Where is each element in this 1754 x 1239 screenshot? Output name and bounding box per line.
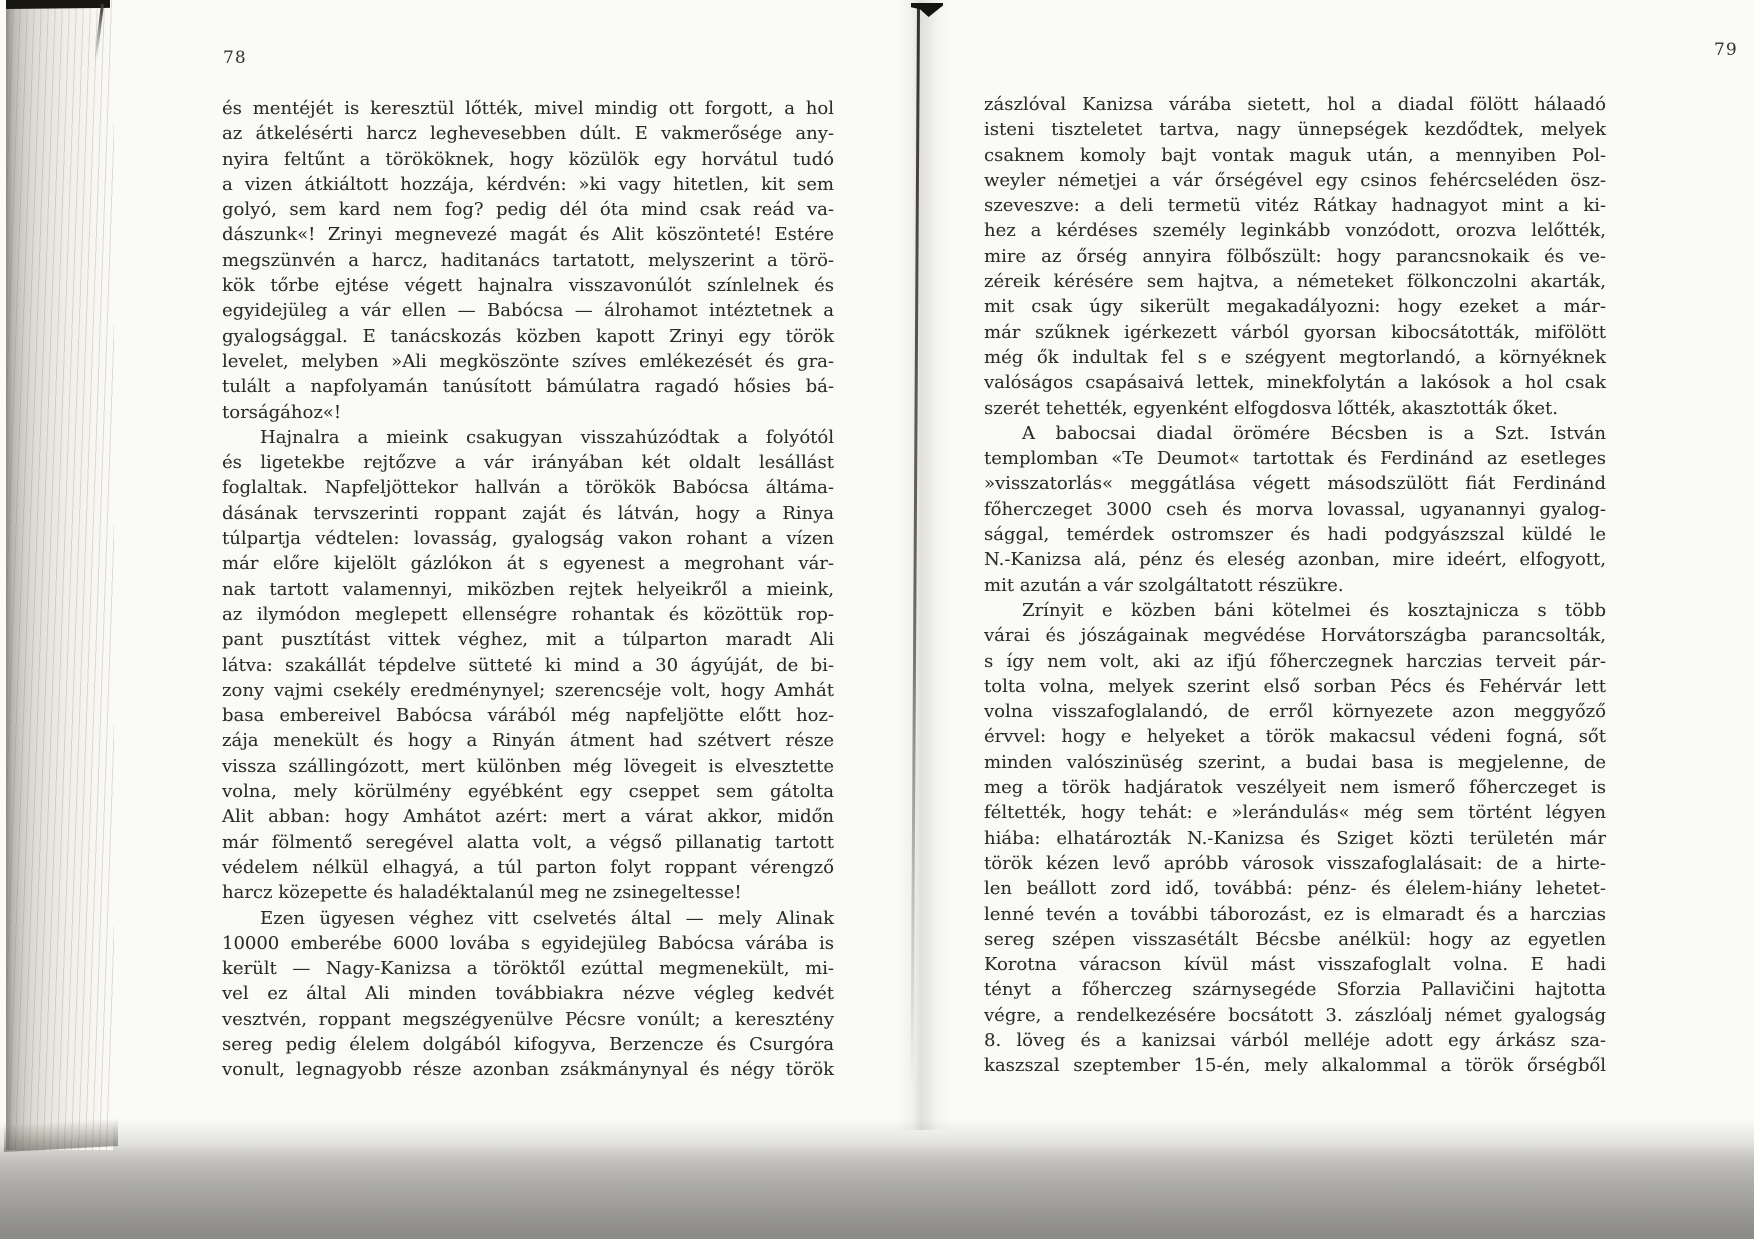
page-number: 78 [223, 48, 247, 68]
text-line: len beállott zord idő, továbbá: pénz- és élelem-hiány lehetet- [984, 878, 1606, 900]
text-line: csaknem komoly bajt vontak maguk után, a mennyiben Pol- [984, 144, 1606, 166]
text-line: védelem nélkül elhagyá, a túl parton folyt roppant vérengző [222, 856, 834, 878]
text-line: sággal, temérdek ostromszer és hadi podgyászszal küldé le [984, 524, 1606, 546]
text-line: főherczeget 3000 cseh és morva lovassal, ugyanannyi gyalog- [984, 498, 1606, 520]
text-line: mire az őrség annyira fölbőszült: hogy parancsnokaik és ve- [984, 245, 1606, 267]
text-line: basa embereivel Babócsa várából még napfeljötte előtt hoz- [222, 705, 834, 727]
scanner-bed [0, 1148, 1754, 1239]
text-line: »visszatorlás« meggátlása végett másodszülött fiát Ferdinánd [984, 473, 1606, 495]
text-line: és mentéjét is keresztül lőtték, mivel mindig ott forgott, a hol [222, 98, 834, 119]
text-line: dásának tervszerinti roppant zaját és látván, hogy a Rinya [222, 502, 834, 524]
text-line: s így nem volt, aki az ifjú főherczegnek harczias terveit pár- [984, 650, 1606, 672]
text-line: harcz közepette és haladéktalanúl meg ne zsinegeltesse! [222, 882, 742, 904]
page-bottom-edge [0, 1120, 1754, 1150]
text-line: vonult, legnagyobb része azonban zsákmánynyal és négy török [222, 1059, 834, 1081]
text-line: szerét tehették, egyenként elfogdosva lőtték, akasztották őket. [984, 397, 1558, 419]
text-line: török kézen levő apróbb városok visszafoglalásait: de a hirte- [984, 852, 1606, 874]
text-line: levelet, melyben »Ali megköszönte szíves emlékezését és gra- [222, 350, 834, 372]
text-line: kök tőrbe ejtése végett hajnalra visszavonúlót színlelnek és [222, 275, 834, 297]
text-line: templomban «Te Deumot« tartottak és Ferdinánd az esetleges [984, 448, 1606, 470]
text-line: látva: szakállát tépdelve sütteté ki mind a 30 ágyúját, de bi- [222, 654, 834, 676]
text-line: érvvel: hogy e helyeket a török makacsul védeni fogná, sőt [984, 726, 1606, 748]
text-line: valóságos csapásaivá lettek, minekfolytán a lakósok a hol csak [984, 372, 1606, 394]
text-line: már fölmentő seregével alatta volt, a végső pillanatig tartott [222, 831, 834, 853]
text-line: már szűknek igérkezett várból gyorsan kibocsátották, mifölött [984, 321, 1606, 343]
text-line: tolta volna, melyek szerint első sorban Pécs és Fehérvár lett [984, 675, 1606, 697]
text-line: az átkelésérti harcz leghevesebben dúlt. E vakmerősége any- [222, 123, 834, 145]
text-line: foglaltak. Napfeljöttekor hallván a törökök Babócsa áltáma- [222, 477, 834, 499]
book-edge-stack [6, 0, 114, 1150]
text-line: volna, mely körülmény egyébként egy cseppet sem gátolta [222, 781, 834, 803]
text-line: lenné tevén a további táborozást, ez is elmaradt és a harczias [984, 903, 1606, 925]
text-line: mit csak úgy sikerült megakadályozni: hogy ezeket a már- [984, 296, 1606, 318]
text-line: egyidejüleg a vár ellen — Babócsa — álrohamot intéztetnek a [222, 300, 834, 322]
text-line: Alit abban: hogy Amhátot azért: mert a várat akkor, midőn [222, 806, 834, 828]
text-line: nak tartott valamennyi, miközben rejtek helyeikről a mieink, [222, 578, 834, 600]
text-line: az ilymódon meglepett ellenségre rohantak és közöttük rop- [222, 603, 834, 625]
text-line: pant pusztítást vittek véghez, mit a túlparton maradt Ali [222, 629, 834, 651]
text-line: golyó, sem kard nem fog? pedig dél óta mind csak reád va- [222, 199, 834, 221]
text-line: volna visszafoglalandó, de erről környezete azon meggyőző [984, 701, 1606, 723]
text-line: zony vajmi csekély eredménynyel; szerencséje volt, hogy Amhát [222, 679, 834, 701]
text-line: zéreik kérésére sem hajtva, a németeket fölkonczolni akarták, [984, 271, 1606, 293]
text-line: és ligetekbe rejtőzve a vár irányában két oldalt lesállást [222, 452, 834, 474]
text-line: A babocsai diadal örömére Bécsben is a Szt. István [1022, 422, 1606, 444]
book-top-edge [6, 0, 110, 9]
text-line: féltették, hogy tehát: e »lerándulás« még sem történt légyen [984, 802, 1606, 824]
text-line: tényt a főherczeg szárnysegéde Sforzia Pallavičini hajtotta [984, 979, 1606, 1001]
text-line: megszünvén a harcz, haditanács tartatott, melyszerint a törö- [222, 249, 834, 271]
text-line: a vizen átkiáltott hozzája, kérdvén: »ki vagy hitetlen, kit sem [222, 173, 834, 195]
text-line: még ők indultak fel s e szégyent megtorlandó, a környéknek [984, 346, 1606, 368]
page-text [984, 92, 1606, 1079]
text-line: gyalogsággal. E tanácskozás közben kapott Zrinyi egy török [222, 325, 834, 347]
page-number: 79 [1714, 40, 1738, 60]
text-line: Ezen ügyesen véghez vitt cselvetés által — mely Alinak [260, 907, 834, 929]
text-line: Hajnalra a mieink csakugyan visszahúzódtak a folyótól [260, 426, 834, 448]
text-line: végre, a rendelkezésére bocsátott 3. zászlóalj német gyalogság [984, 1004, 1606, 1026]
book-bottom-edge [4, 1118, 118, 1152]
text-line: N.-Kanizsa alá, pénz és eleség azonban, mire ideért, elfogyott, [984, 549, 1606, 571]
text-line: isteni tiszteletet tartva, nagy ünnepségek kezdődtek, melyek [984, 119, 1606, 141]
text-line: szeveszve: a deli termetü vitéz Rátkay hadnagyot mint a ki- [984, 195, 1606, 217]
text-line: vel ez által Ali minden továbbiakra nézve végleg kedvét [222, 983, 834, 1005]
text-line: 8. löveg és a kanizsai várból melléje adott egy árkász sza- [984, 1029, 1606, 1051]
text-line: weyler németjei a vár őrségével egy csinos fehércseléden ösz- [984, 169, 1606, 191]
text-line: várai és jószágainak megvédése Horvátországba parancsolták, [984, 625, 1606, 647]
text-line: Korotna váracson kívül mást visszafoglalt volna. E hadi [984, 954, 1606, 976]
page-text [222, 96, 834, 1083]
text-line: Zrínyit e közben báni kötelmei és kosztajnicza s több [1022, 599, 1606, 621]
text-line: hiába: elhatározták N.-Kanizsa és Sziget közti területén már [984, 827, 1606, 849]
text-line: került — Nagy-Kanizsa a töröktől ezúttal megmenekült, mi- [222, 958, 834, 980]
text-line: tulált a napfolyamán tanúsított bámúlatra ragadó hősies bá- [222, 376, 834, 398]
text-line: nyira feltűnt a törököknek, hogy közülök egy horvátul tudó [222, 148, 834, 170]
text-line: 10000 emberébe 6000 lovába s egyidejüleg Babócsa várába is [222, 932, 834, 954]
text-line: vesztvén, roppant megszégyenülve Pécsre vonúlt; a keresztény [222, 1008, 834, 1030]
text-line: már előre kijelölt gázlókon át s egyenest a megrohant vár- [222, 553, 834, 575]
text-line: sereg pedig élelem dolgából kifogyva, Berzencze és Csurgóra [222, 1033, 834, 1055]
text-line: zája menekült és hogy a Rinyán átment had szétvert része [222, 730, 834, 752]
text-line: túlpartja védtelen: lovasság, gyalogság vakon rohant a vízen [222, 528, 834, 550]
text-line: minden valószinüség szerint, a budai basa is megjelenne, de [984, 751, 1606, 773]
text-line: hez a kérdéses személy leginkább vonzódott, orozva lelőtték, [984, 220, 1606, 242]
text-line: mit azután a vár szolgáltatott részükre. [984, 574, 1344, 596]
text-line: zászlóval Kanizsa várába sietett, hol a diadal fölött hálaadó [984, 94, 1606, 115]
text-line: dászunk«! Zrinyi megnevezé magát és Alit köszönteté! Estére [222, 224, 834, 246]
text-line: sereg szépen visszasétált Bécsbe anélkül: hogy az egyetlen [984, 928, 1606, 950]
text-line: vissza szállingózott, mert különben még lövegeit is elvesztette [222, 755, 834, 777]
text-line: meg a török hadjáratok veszélyeit nem ismerő főherczeget is [984, 777, 1606, 799]
gutter-shadow [896, 0, 952, 1130]
text-line: kaszszal szeptember 15-én, mely alkalommal a török őrségből [984, 1055, 1606, 1077]
text-line: torságához«! [222, 401, 342, 423]
